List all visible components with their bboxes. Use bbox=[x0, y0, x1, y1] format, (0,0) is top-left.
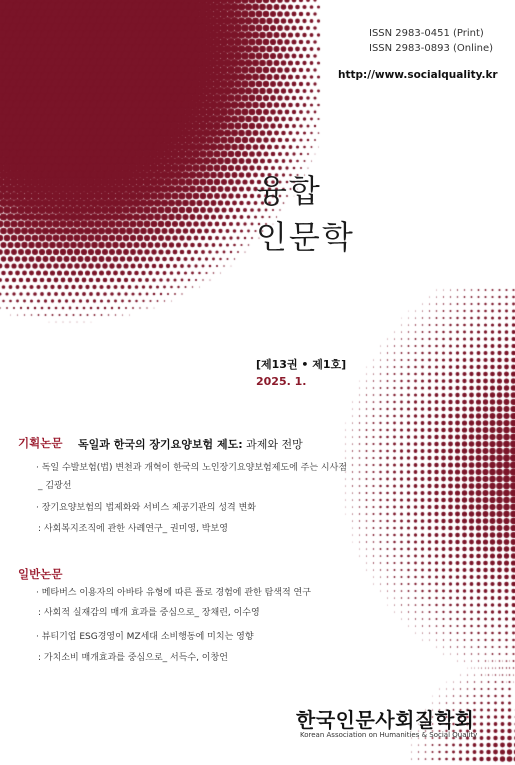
general-article-1-subtitle: : 사회적 실재감의 매개 효과를 중심으로_ 장채린, 이수영 bbox=[38, 608, 260, 618]
journal-title-line2: 인문학 bbox=[256, 218, 355, 256]
feature-section-label: 기획논문 bbox=[18, 436, 63, 450]
feature-article-1-author: _ 김광선 bbox=[38, 481, 72, 491]
issn-print: ISSN 2983-0451 (Print) bbox=[369, 28, 484, 39]
volume-issue: [제13권 • 제1호] bbox=[256, 358, 347, 371]
general-article-2-title: · 뷰티기업 ESG경영이 MZ세대 소비행동에 미치는 영향 bbox=[36, 632, 254, 642]
journal-url[interactable]: http://www.socialquality.kr bbox=[338, 69, 498, 81]
feature-title bbox=[78, 436, 303, 452]
journal-title-line1: 융합 bbox=[256, 172, 322, 210]
feature-article-1-title: · 독일 수발보험(법) 변천과 개혁이 한국의 노인장기요양보험제도에 주는 시사점 bbox=[36, 463, 347, 473]
feature-title-rest: 과제와 전망 bbox=[246, 438, 303, 451]
general-section-label: 일반논문 bbox=[18, 567, 63, 581]
publisher-name-ko: 한국인문사회질학회 bbox=[296, 708, 475, 732]
feature-article-2-subtitle: : 사회복지조직에 관한 사례연구_ 권미영, 박보영 bbox=[38, 524, 228, 534]
general-article-1-title: · 메타버스 이용자의 아바타 유형에 따른 플로 경험에 관한 탐색적 연구 bbox=[36, 588, 311, 598]
feature-title-bold: 독일과 한국의 장기요양보험 제도: bbox=[78, 438, 243, 451]
feature-article-2-title: · 장기요양보험의 법제화와 서비스 제공기관의 성격 변화 bbox=[36, 503, 256, 513]
issn-online: ISSN 2983-0893 (Online) bbox=[369, 43, 494, 54]
issue-date: 2025. 1. bbox=[256, 375, 307, 388]
general-article-2-subtitle: : 가치소비 매개효과를 중심으로_ 서득수, 이창언 bbox=[38, 653, 228, 663]
publisher-name-en: Korean Association on Humanities & Social Quality bbox=[300, 731, 478, 739]
